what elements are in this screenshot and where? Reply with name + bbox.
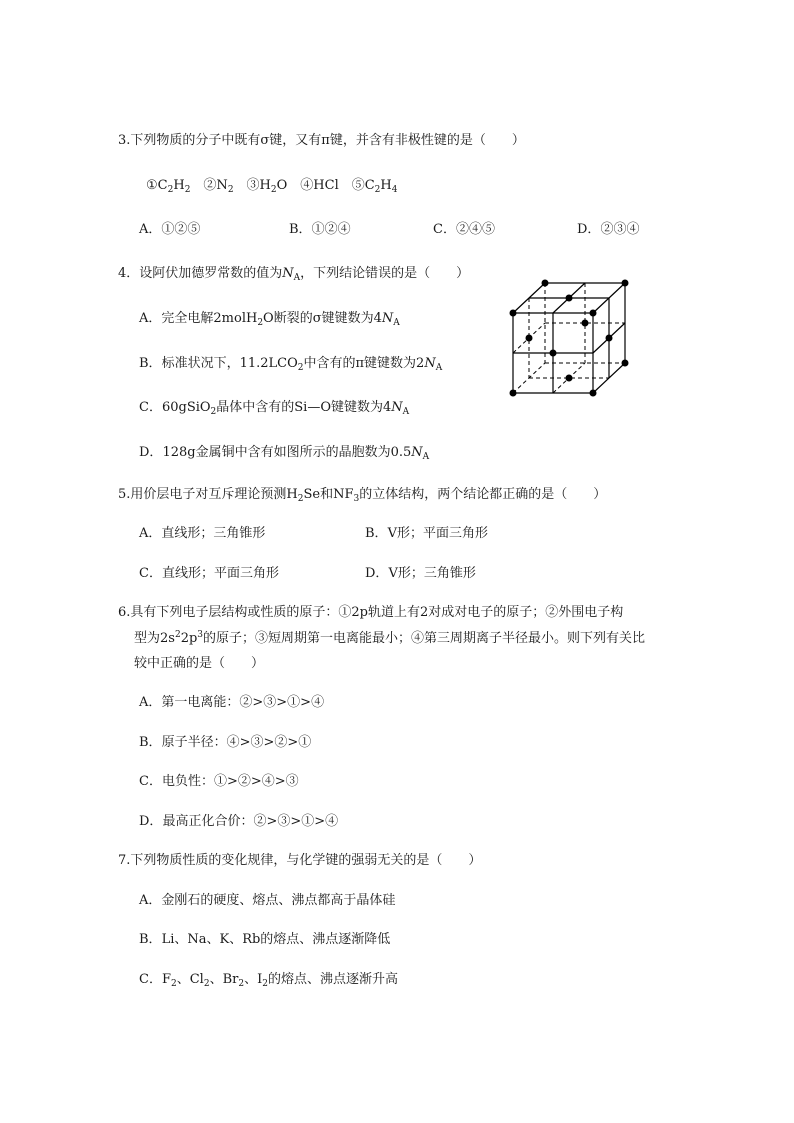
copper-crystal-cell-figure [500, 275, 640, 405]
option-text: V形；平面三角形 [387, 526, 488, 541]
option-text: 最高正化合价：②>③>①>④ [162, 814, 339, 829]
option-letter: D． [365, 566, 389, 581]
question-5-option-a [139, 525, 265, 543]
option-text: 直线形；三角锥形 [161, 526, 266, 541]
option-text: 金刚石的硬度、熔点、沸点都高于晶体硅 [161, 893, 396, 908]
question-number: 5. [118, 487, 131, 502]
atom-dot [510, 310, 517, 317]
question-5-option-c [139, 565, 279, 583]
atom-dot [622, 360, 629, 367]
question-6-option-b [139, 734, 311, 752]
option-letter: B． [139, 735, 162, 750]
stem-text: 具有下列电子层结构或性质的原子：①2p轨道上有2对成对电子的原子；②外围电子构 [130, 605, 624, 620]
option-letter: C． [139, 972, 162, 987]
question-5-option-d [365, 565, 476, 583]
option-letter: A． [139, 526, 162, 541]
question-6-stem-line-1 [118, 604, 623, 622]
question-7-option-a [139, 892, 395, 910]
stem-text: 下列物质性质的变化规律，与化学键的强弱无关的是（ ） [130, 853, 482, 868]
option-text: 128g金属铜中含有如图所示的晶胞数为$0.5N_A$ [162, 445, 430, 462]
question-3-stem [118, 132, 525, 150]
atom-dot [622, 280, 629, 287]
question-3-option-b [289, 221, 351, 239]
question-4-option-c [139, 399, 409, 417]
option-letter: B． [139, 932, 162, 947]
option-letter: C． [139, 774, 162, 789]
atom-dot [582, 320, 589, 327]
question-6-option-d [139, 813, 338, 831]
atom-dot [606, 335, 613, 342]
question-7-stem [118, 852, 481, 870]
question-5-stem [118, 486, 606, 504]
question-number: 3. [118, 133, 131, 148]
option-text: $F_2$、$Cl_2$、$Br_2$、$I_2$的熔点、沸点逐渐升高 [161, 972, 398, 989]
option-letter: C． [433, 222, 456, 237]
option-letter: A． [139, 311, 162, 326]
option-letter: A． [139, 893, 162, 908]
option-text: 电负性：①>②>④>③ [161, 774, 299, 789]
option-letter: D． [139, 814, 163, 829]
atom-dot [566, 295, 573, 302]
option-text: 完全电解2molH$_2$O断裂的σ键键数为$4N_A$ [161, 311, 400, 328]
question-7-option-b [139, 931, 390, 949]
option-text: ①②⑤ [161, 222, 201, 237]
option-text: Li、Na、K、Rb的熔点、沸点逐渐降低 [161, 932, 391, 947]
option-letter: A． [139, 695, 162, 710]
atom-dot [566, 375, 573, 382]
option-letter: B． [139, 356, 162, 371]
question-4-option-b [139, 355, 442, 373]
question-6-stem-line-3: 较中正确的是（ ） [134, 656, 265, 671]
option-letter: C． [139, 566, 162, 581]
stem-text: 设阿伏加德罗常数的值为$N_A$，下列结论错误的是（ ） [139, 266, 470, 283]
question-3-option-d [577, 221, 639, 239]
option-text: ②④⑤ [455, 222, 495, 237]
question-4-option-a [139, 310, 400, 328]
option-letter: A． [139, 222, 162, 237]
option-letter: C． [139, 400, 162, 415]
option-text: 第一电离能：②>③>①>④ [161, 695, 325, 710]
option-letter: D． [139, 445, 163, 460]
option-letter: B． [289, 222, 312, 237]
option-text: 直线形；平面三角形 [161, 566, 279, 581]
option-text: V形；三角锥形 [388, 566, 476, 581]
atom-dot [542, 280, 549, 287]
question-6-option-a [139, 694, 324, 712]
stem-text: 下列物质的分子中既有σ键，又有π键，并含有非极性键的是（ ） [130, 133, 525, 148]
atom-dot [550, 350, 557, 357]
option-letter: D． [577, 222, 601, 237]
question-4-option-d [139, 444, 429, 462]
question-7-option-c [139, 971, 398, 989]
question-6-stem-line-2: 型为$2s^22p^3$的原子；③短周期第一电离能最小；④第三周期离子半径最小。则下列有关比 [134, 630, 646, 646]
question-3-option-c [433, 221, 495, 239]
atom-dot [590, 390, 597, 397]
option-text: ②③④ [600, 222, 640, 237]
question-5-option-b [365, 525, 488, 543]
atom-dot [590, 310, 597, 317]
option-text: 标准状况下，$11.2LCO_2$中含有的π键键数为$2N_A$ [161, 356, 443, 373]
question-3-items: $①C_2H_2$ $②N_2$ $③H_2O$ ④HCl $⑤C_2H_4$ [146, 178, 398, 195]
question-4-stem [118, 265, 469, 283]
question-number: 4． [118, 266, 140, 281]
atom-dot [510, 390, 517, 397]
stem-text: 用价层电子对互斥理论预测$H_2Se$和$NF_3$的立体结构，两个结论都正确的是（ ） [130, 487, 607, 504]
option-text: ①②④ [311, 222, 351, 237]
question-number: 7. [118, 853, 131, 868]
atom-dot [526, 335, 533, 342]
option-letter: B． [365, 526, 388, 541]
option-text: 原子半径：④>③>②>① [161, 735, 312, 750]
question-number: 6. [118, 605, 131, 620]
question-6-option-c [139, 773, 299, 791]
option-text: 60gSiO$_2$晶体中含有的Si—O键键数为$4N_A$ [161, 400, 410, 417]
question-3-option-a [139, 221, 200, 239]
